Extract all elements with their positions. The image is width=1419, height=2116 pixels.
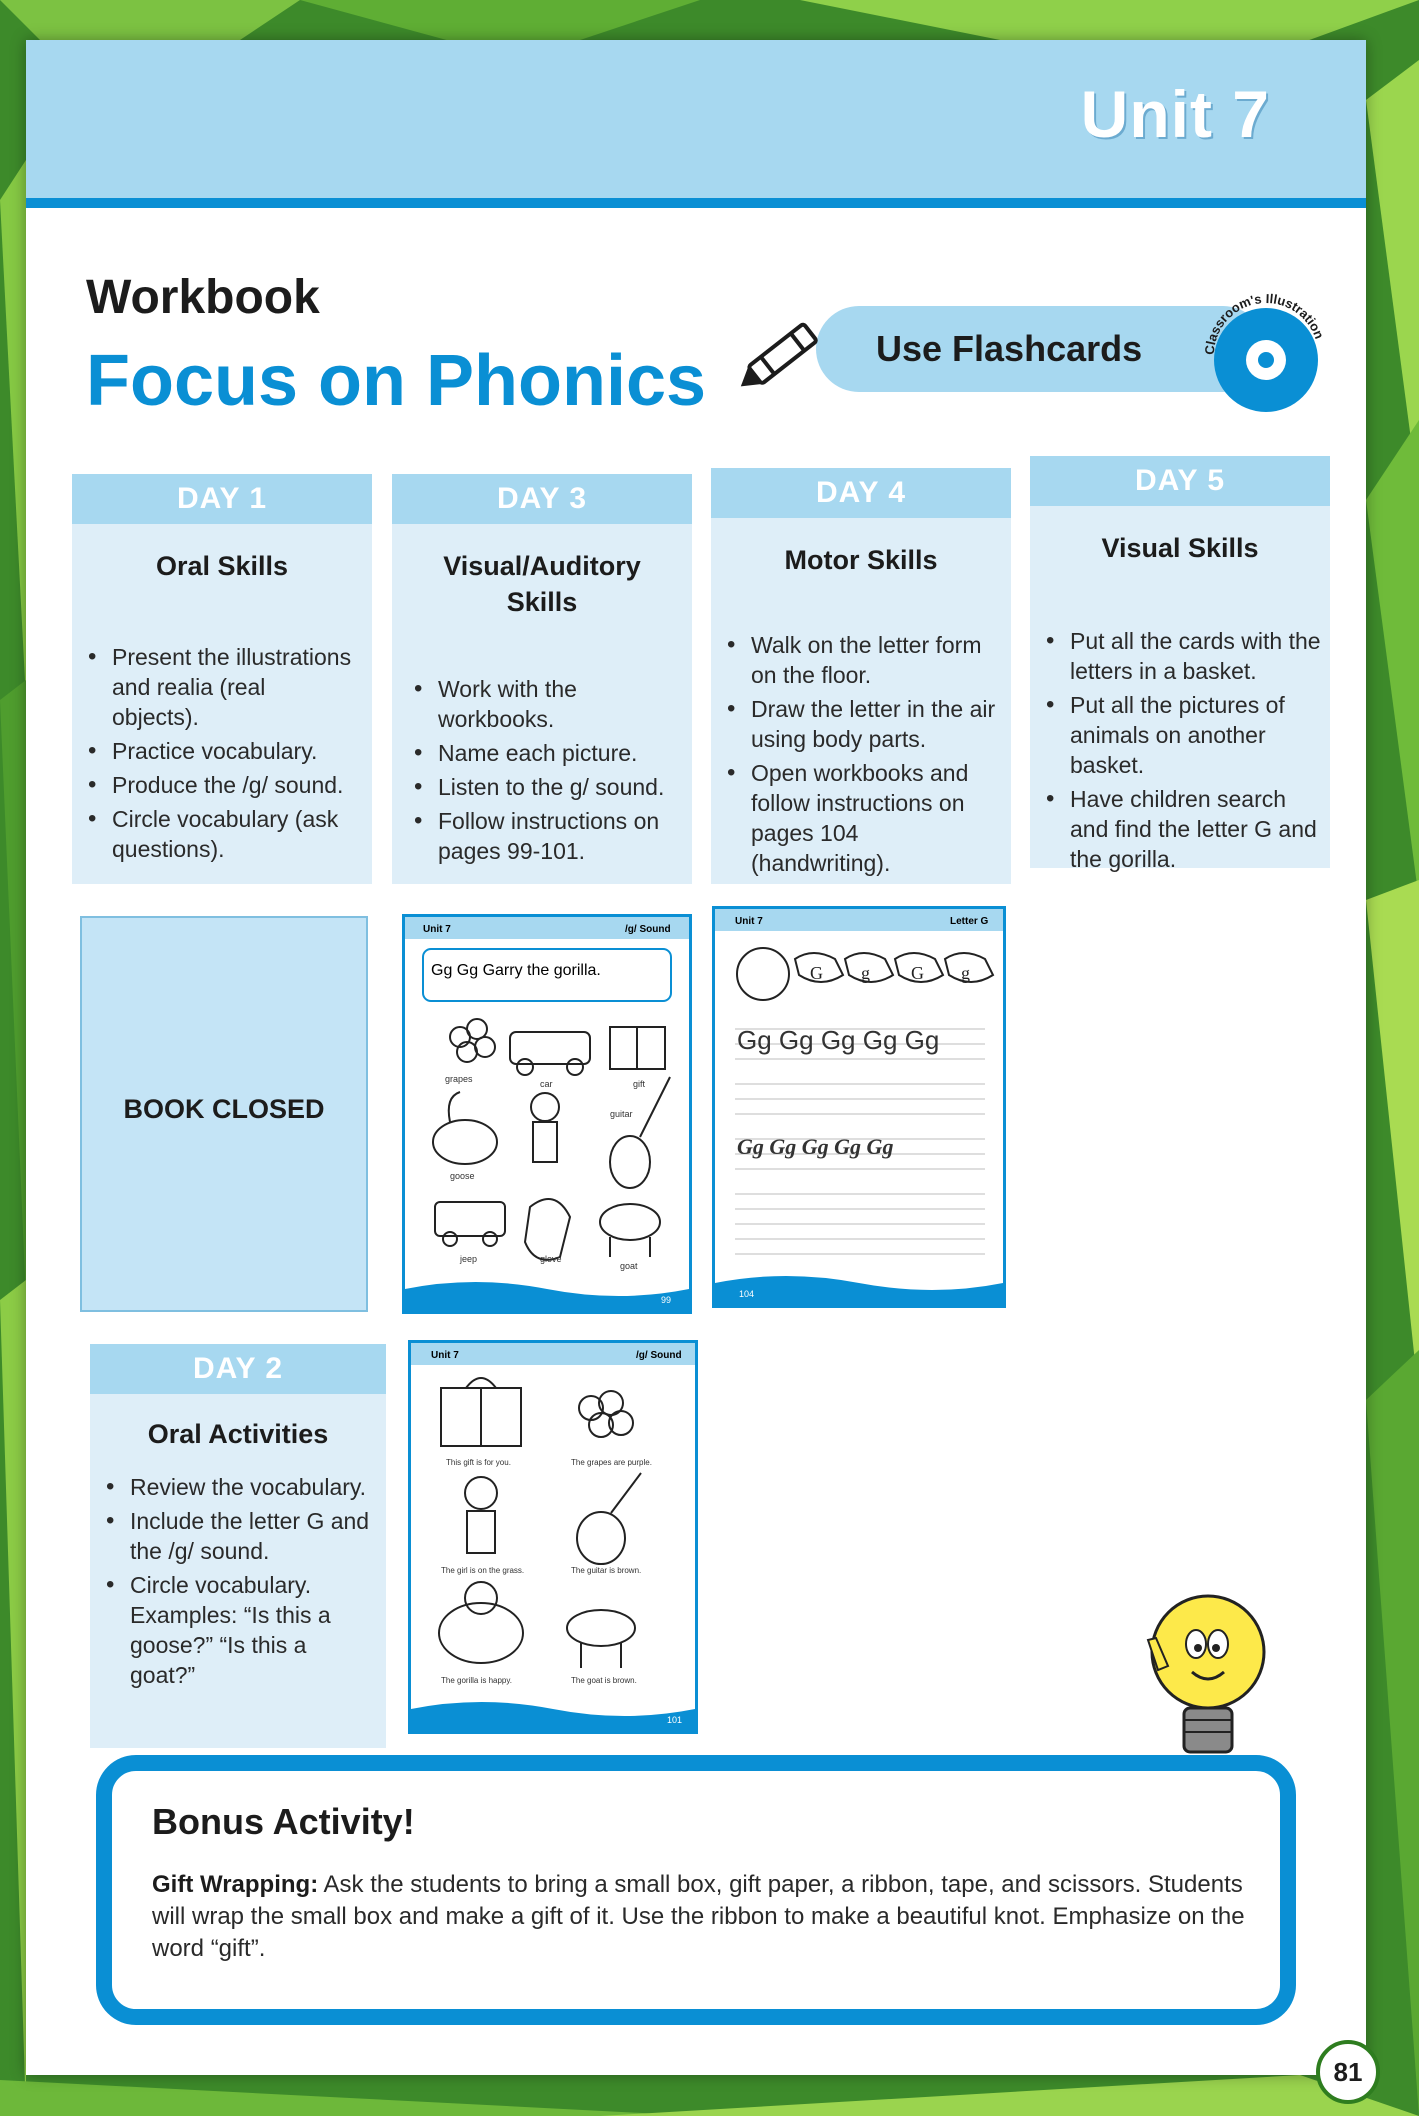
thumb1-intro: Gg Gg Garry the gorilla. bbox=[431, 962, 601, 979]
page-number: 81 bbox=[1316, 2040, 1380, 2104]
thumb3-unit: Unit 7 bbox=[431, 1350, 459, 1361]
thumb1-label: glove bbox=[540, 1254, 562, 1264]
list-item: • Work with the workbooks. bbox=[412, 674, 682, 734]
cd-icon bbox=[1196, 280, 1336, 430]
list-item: • Circle vocabulary. Examples: “Is this a goose?” “Is this a goat?” bbox=[104, 1570, 372, 1690]
bonus-lead: Gift Wrapping: bbox=[152, 1871, 319, 1898]
worksheet-sound-illustration bbox=[405, 917, 689, 1311]
day5-header: DAY 5 bbox=[1030, 456, 1330, 506]
list-item: • Review the vocabulary. bbox=[104, 1472, 372, 1502]
book-closed-label: BOOK CLOSED bbox=[123, 1094, 325, 1124]
bonus-body: Ask the students to bring a small box, gift paper, a ribbon, tape, and scissors. Students will wrap the small box and make a gift of it. Use the ribbon to make a beautiful knot. Emphasize on the word “gift”. bbox=[152, 1871, 1245, 1962]
list-item: • Present the illustrations and realia (real objects). bbox=[86, 642, 356, 732]
bonus-text bbox=[152, 1869, 1252, 1965]
thumb2-unit: Unit 7 bbox=[735, 916, 763, 927]
book-closed-box bbox=[80, 916, 368, 1312]
thumb1-label: jeep bbox=[460, 1254, 478, 1264]
day1-subtitle: Oral Skills bbox=[155, 551, 289, 581]
unit-title: Unit 7 bbox=[1080, 77, 1270, 151]
day3-subtitle: Visual/Auditory Skills bbox=[443, 551, 641, 617]
thumb3-caption: The gorilla is happy. bbox=[441, 1676, 512, 1685]
list-item: • Circle vocabulary (ask questions). bbox=[86, 804, 356, 864]
thumb1-label: goose bbox=[450, 1171, 475, 1181]
thumb1-page: 99 bbox=[661, 1295, 672, 1305]
list-item: • Draw the letter in the air using body parts. bbox=[725, 694, 1001, 754]
thumb3-caption: The girl is on the grass. bbox=[441, 1566, 525, 1575]
thumb1-label: car bbox=[540, 1079, 553, 1089]
thumb2-letter: G bbox=[810, 963, 823, 983]
workbook-label: Workbook bbox=[86, 271, 320, 324]
day2-column bbox=[90, 1344, 386, 1748]
thumb1-tag: /g/ Sound bbox=[625, 924, 671, 935]
day5-list bbox=[1044, 626, 1324, 878]
day1-header: DAY 1 bbox=[72, 474, 372, 524]
thumb1-label: grapes bbox=[445, 1074, 473, 1084]
workbook-thumbnail-page-101 bbox=[408, 1340, 698, 1734]
day2-list bbox=[104, 1472, 372, 1694]
day4-header: DAY 4 bbox=[711, 468, 1011, 518]
list-item: • Name each picture. bbox=[412, 738, 682, 768]
workbook-thumbnail-page-99 bbox=[402, 914, 692, 1314]
day5-subtitle: Visual Skills bbox=[1101, 533, 1259, 563]
thumb2-tag: Letter G bbox=[950, 916, 989, 927]
section-title: Focus on Phonics bbox=[86, 341, 707, 421]
list-item: • Produce the /g/ sound. bbox=[86, 770, 356, 800]
flashcards-label: Use Flashcards bbox=[876, 328, 1143, 369]
day5-column bbox=[1030, 456, 1330, 872]
header-band bbox=[26, 40, 1366, 208]
thumb3-caption: The goat is brown. bbox=[571, 1676, 637, 1685]
day3-header: DAY 3 bbox=[392, 474, 692, 524]
thumb3-caption: This gift is for you. bbox=[446, 1458, 511, 1467]
thumb3-page: 101 bbox=[667, 1715, 683, 1725]
thumb2-page: 104 bbox=[739, 1289, 755, 1299]
list-item: • Have children search and find the letter G and the gorilla. bbox=[1044, 784, 1324, 874]
thumb2-practice-cursive: Gg Gg Gg Gg Gg bbox=[737, 1134, 894, 1159]
worksheet-sentences-illustration bbox=[411, 1343, 695, 1731]
bonus-activity-box bbox=[96, 1755, 1296, 2025]
thumb2-letter: g bbox=[861, 963, 870, 983]
thumb1-unit: Unit 7 bbox=[423, 924, 451, 935]
list-item: • Practice vocabulary. bbox=[86, 736, 356, 766]
thumb3-caption: The grapes are purple. bbox=[571, 1458, 652, 1467]
flashcards-banner bbox=[726, 280, 1346, 450]
list-item: • Include the letter G and the /g/ sound. bbox=[104, 1506, 372, 1566]
list-item: • Follow instructions on pages 99-101. bbox=[412, 806, 682, 866]
thumb1-label: gift bbox=[633, 1079, 646, 1089]
day4-subtitle: Motor Skills bbox=[784, 545, 938, 575]
list-item: • Walk on the letter form on the floor. bbox=[725, 630, 1001, 690]
thumb3-caption: The guitar is brown. bbox=[571, 1566, 642, 1575]
thumb2-practice: Gg Gg Gg Gg Gg bbox=[737, 1025, 940, 1055]
lightbulb-mascot-icon bbox=[1116, 1580, 1276, 1780]
day1-list bbox=[86, 642, 356, 868]
bonus-title: Bonus Activity! bbox=[152, 1801, 415, 1842]
day2-header: DAY 2 bbox=[90, 1344, 386, 1394]
list-item: • Put all the pictures of animals on another basket. bbox=[1044, 690, 1324, 780]
day4-column bbox=[711, 468, 1011, 884]
day2-subtitle: Oral Activities bbox=[147, 1419, 329, 1449]
thumb1-label: guitar bbox=[610, 1109, 633, 1119]
thumb3-tag: /g/ Sound bbox=[636, 1350, 682, 1361]
cd-badge-text: Classroom's Illustration bbox=[1201, 290, 1328, 356]
crayon-icon bbox=[726, 300, 836, 410]
day3-column bbox=[392, 474, 692, 884]
day3-list bbox=[412, 674, 682, 870]
list-item: • Open workbooks and follow instructions on pages 104 (handwriting). bbox=[725, 758, 1001, 878]
workbook-thumbnail-page-104 bbox=[712, 906, 1006, 1308]
list-item: • Put all the cards with the letters in a basket. bbox=[1044, 626, 1324, 686]
workbook-page bbox=[26, 40, 1366, 2075]
thumb2-letter: G bbox=[911, 963, 924, 983]
thumb2-letter: g bbox=[961, 963, 970, 983]
day4-list bbox=[725, 630, 1001, 882]
worksheet-letter-illustration bbox=[715, 909, 1003, 1305]
day1-column bbox=[72, 474, 372, 884]
list-item: • Listen to the g/ sound. bbox=[412, 772, 682, 802]
thumb1-label: goat bbox=[620, 1261, 638, 1271]
